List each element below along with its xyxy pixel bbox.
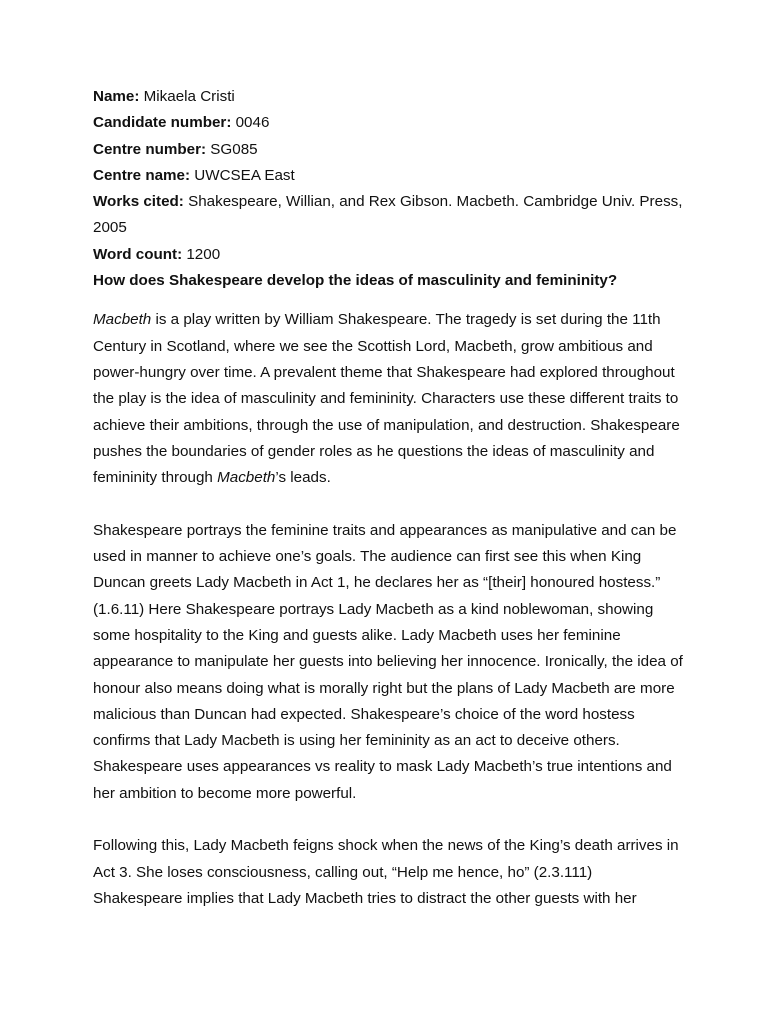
centre-number-value: SG085 [206,140,258,158]
play-title-2: Macbeth [217,469,276,487]
paragraph-1 [93,307,683,491]
word-count-label: Word count: [93,245,183,263]
works-cited-label: Works cited: [93,193,184,211]
centre-name-value: UWCSEA East [190,166,295,184]
paragraph-1-text-a: is a play written by William Shakespeare. The tragedy is set during the 11th Century in Scotland, where we see the Scottish Lord, Macbeth, grow ambitious and power-hungry over time. A prevalent theme that Shakespeare had explored throughout the play is the idea of masculinity and femininity. Characters use these different traits to achieve their ambitions, through the use of manipulation, and destruction. Shakespeare pushes the boundaries of gender roles as he questions the ideas of masculinity and femininity through [93,311,680,487]
candidate-number-value: 0046 [231,114,270,132]
candidate-number-label: Candidate number: [93,114,232,132]
document-page [93,84,683,912]
paragraph-3: Following this, Lady Macbeth feigns shock when the news of the King’s death arrives in Act 3. She loses consciousness, calling out, “Help me hence, ho” (2.3.111) Shakespeare implies that Lady Macbeth tries to distract the other guests with her [93,837,679,907]
name-line [93,84,683,110]
candidate-number-line [93,110,683,136]
name-value: Mikaela Cristi [139,88,235,105]
word-count-line [93,242,683,268]
word-count-value: 1200 [182,245,221,263]
works-cited-value: Shakespeare, Willian, and Rex Gibson. Macbeth. Cambridge Univ. Press, 2005 [93,193,683,237]
works-cited-line [93,189,683,242]
name-label: Name: [93,88,140,105]
essay-question: How does Shakespeare develop the ideas of masculinity and femininity? [93,272,618,290]
centre-name-line [93,163,683,189]
paragraph-2: Shakespeare portrays the feminine traits and appearances as manipulative and can be used in manner to achieve one’s goals. The audience can first see this when King Duncan greets Lady Macbeth in Act 1, he declares her as “[their] honoured hostess.” (1.6.11) Here Shakespeare portrays Lady Macbeth as a kind noblewoman, showing some hospitality to the King and guests alike. Lady Macbeth uses her feminine appearance to manipulate her guests into believing her innocence. Ironically, the idea of honour also means doing what is morally right but the plans of Lady Macbeth are more malicious than Duncan had expected. Shakespeare’s choice of the word hostess confirms that Lady Macbeth is using her femininity as an act to deceive others. Shakespeare uses appearances vs reality to mask Lady Macbeth’s true intentions and her ambition to become more powerful. [93,521,683,802]
centre-name-label: Centre name: [93,166,191,184]
paragraph-1-text-b: ’s leads. [275,469,331,487]
play-title: Macbeth [93,311,152,329]
centre-number-label: Centre number: [93,140,207,158]
centre-number-line [93,137,683,163]
